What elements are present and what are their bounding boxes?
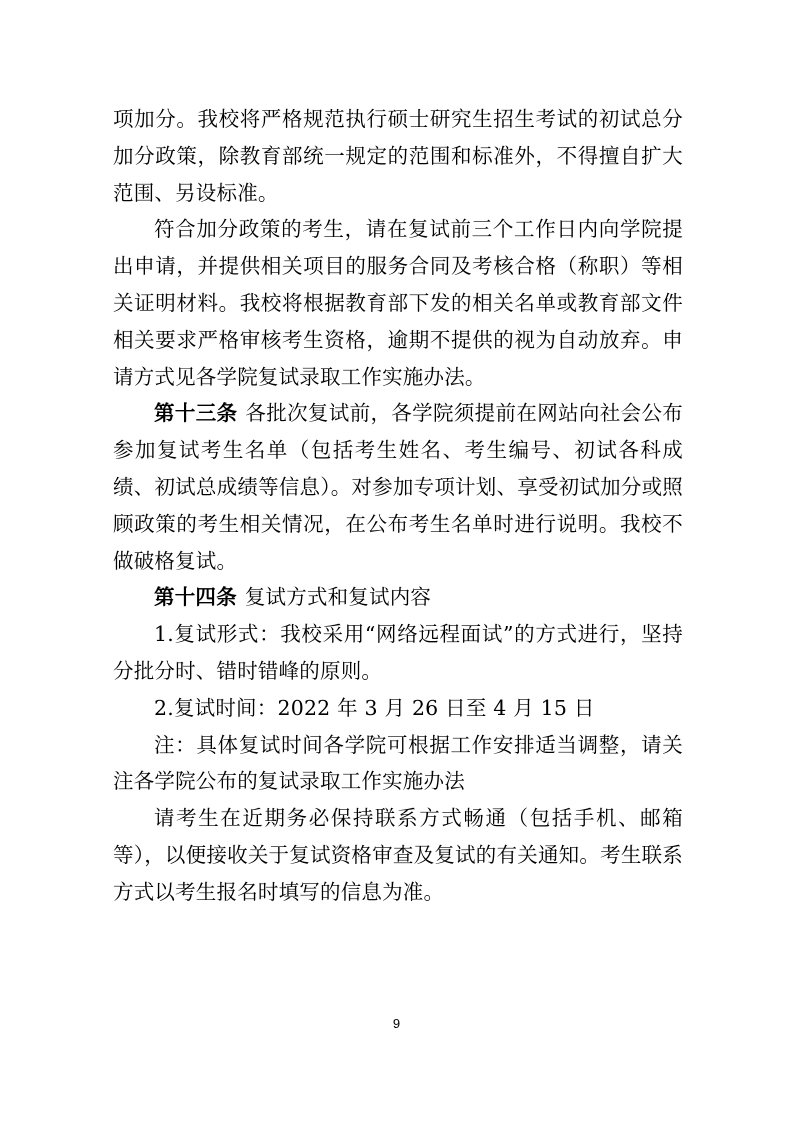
page-number: 9 — [392, 1016, 401, 1031]
paragraph-exam-time — [113, 690, 683, 727]
article-number: 第十三条 — [154, 401, 238, 426]
paragraph-text: 2.复试时间：2022 年 3 月 26 日至 4 月 15 日 — [154, 695, 595, 720]
paragraph-text: 复试方式和复试内容 — [244, 585, 432, 610]
paragraph-article-13 — [113, 395, 683, 579]
paragraph-contact — [113, 800, 683, 910]
paragraph-text: 符合加分政策的考生，请在复试前三个工作日内向学院提出申请，并提供相关项目的服务合同及考核合格（称职）等相关证明材料。我校将根据教育部下发的相关名单或教育部文件相关要求严格审核考生资格，逾期不提供的视为自动放弃。申请方式见各学院复试录取工作实施办法。 — [113, 217, 683, 389]
paragraph-article-14 — [113, 579, 683, 616]
paragraph-text: 各批次复试前，各学院须提前在网站向社会公布参加复试考生名单（包括考生姓名、考生编号、初试各科成绩、初试总成绩等信息）。对参加专项计划、享受初试加分或照顾政策的考生相关情况，在公布考生名单时进行说明。我校不做破格复试。 — [113, 401, 683, 573]
paragraph-text: 1.复试形式：我校采用“网络远程面试”的方式进行，坚持分批分时、错时错峰的原则。 — [113, 622, 683, 683]
paragraph-text: 请考生在近期务必保持联系方式畅通（包括手机、邮箱等），以便接收关于复试资格审查及复试的有关通知。考生联系方式以考生报名时填写的信息为准。 — [113, 806, 683, 904]
paragraph-1 — [113, 101, 683, 211]
paragraph-text: 注：具体复试时间各学院可根据工作安排适当调整，请关注各学院公布的复试录取工作实施办法 — [113, 732, 683, 794]
paragraph-text: 项加分。我校将严格规范执行硕士研究生招生考试的初试总分加分政策，除教育部统一规定的范围和标准外，不得擅自扩大范围、另设标准。 — [113, 107, 683, 205]
paragraph-note — [113, 727, 683, 801]
document-body — [113, 101, 683, 911]
paragraph-exam-format — [113, 616, 683, 690]
paragraph-2 — [113, 211, 683, 395]
article-number: 第十四条 — [154, 585, 237, 610]
